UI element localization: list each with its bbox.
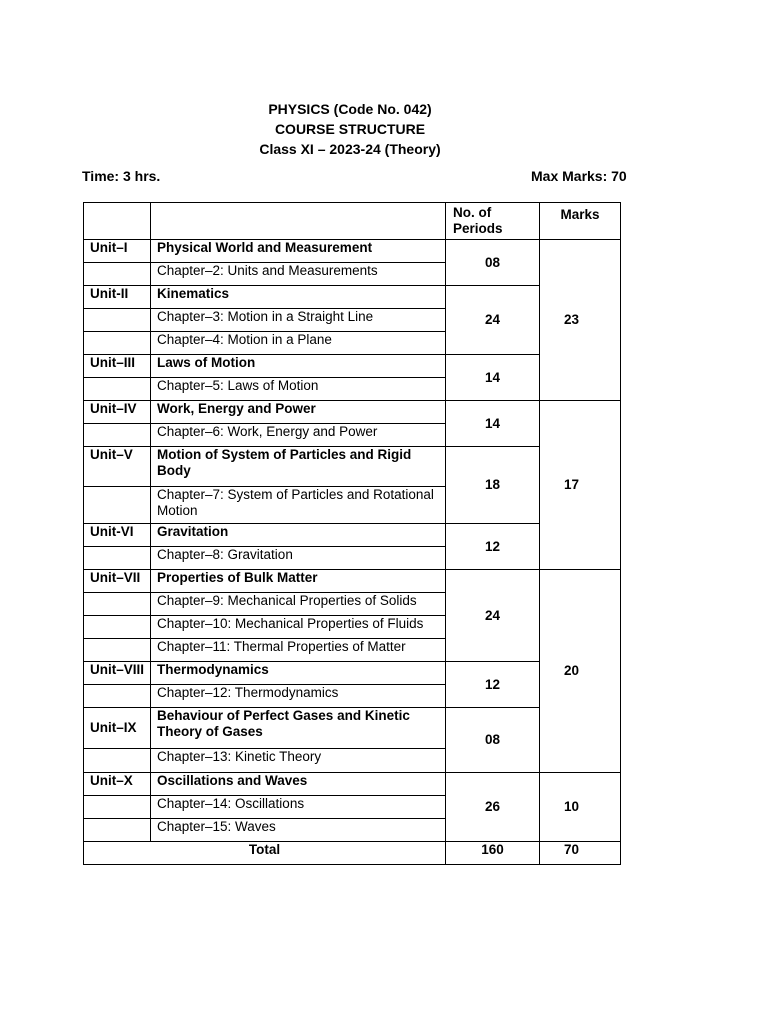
periods-cell: 12	[446, 524, 540, 570]
unit-title: Kinematics	[151, 286, 446, 309]
chapter-title: Chapter–10: Mechanical Properties of Fluids	[151, 616, 446, 639]
unit-label	[84, 487, 151, 524]
table-row	[84, 401, 621, 424]
unit-label: Unit–I	[84, 240, 151, 263]
unit-title: Laws of Motion	[151, 355, 446, 378]
unit-title: Behaviour of Perfect Gases and Kinetic Theory of Gases	[151, 708, 446, 749]
unit-title: Oscillations and Waves	[151, 773, 446, 796]
unit-label	[84, 685, 151, 708]
unit-label	[84, 332, 151, 355]
unit-title: Properties of Bulk Matter	[151, 570, 446, 593]
header-cell-content	[151, 203, 446, 240]
chapter-title: Chapter–15: Waves	[151, 819, 446, 842]
table-row	[84, 240, 621, 263]
chapter-title: Chapter–9: Mechanical Properties of Solids	[151, 593, 446, 616]
chapter-title: Chapter–5: Laws of Motion	[151, 378, 446, 401]
unit-title: Physical World and Measurement	[151, 240, 446, 263]
periods-cell: 14	[446, 401, 540, 447]
periods-cell: 24	[446, 286, 540, 355]
marks-cell: 23	[540, 240, 621, 401]
chapter-title: Chapter–2: Units and Measurements	[151, 263, 446, 286]
periods-cell: 12	[446, 662, 540, 708]
unit-label: Unit-VI	[84, 524, 151, 547]
class-session: Class XI – 2023-24 (Theory)	[259, 141, 441, 157]
unit-label	[84, 616, 151, 639]
max-marks: Max Marks: 70	[531, 168, 627, 184]
marks-cell: 20	[540, 570, 621, 773]
unit-label	[84, 749, 151, 773]
periods-cell: 14	[446, 355, 540, 401]
table-row	[84, 570, 621, 593]
header-cell-unit	[84, 203, 151, 240]
total-periods: 160	[446, 842, 540, 865]
unit-label	[84, 639, 151, 662]
chapter-title: Chapter–4: Motion in a Plane	[151, 332, 446, 355]
periods-cell: 18	[446, 447, 540, 524]
unit-title: Work, Energy and Power	[151, 401, 446, 424]
unit-title: Motion of System of Particles and Rigid Body	[151, 447, 446, 487]
chapter-title: Chapter–7: System of Particles and Rotational Motion	[151, 487, 446, 524]
unit-label	[84, 593, 151, 616]
unit-label	[84, 263, 151, 286]
chapter-title: Chapter–13: Kinetic Theory	[151, 749, 446, 773]
unit-title: Gravitation	[151, 524, 446, 547]
header-periods: No. of Periods	[446, 203, 540, 240]
unit-label: Unit-II	[84, 286, 151, 309]
total-label: Total	[84, 842, 446, 865]
table-row	[84, 773, 621, 796]
marks-cell: 17	[540, 401, 621, 570]
chapter-title: Chapter–11: Thermal Properties of Matter	[151, 639, 446, 662]
exam-time: Time: 3 hrs.	[82, 168, 161, 184]
periods-cell: 24	[446, 570, 540, 662]
unit-label: Unit–VII	[84, 570, 151, 593]
unit-label: Unit–X	[84, 773, 151, 796]
chapter-title: Chapter–3: Motion in a Straight Line	[151, 309, 446, 332]
marks-cell: 10	[540, 773, 621, 842]
unit-label: Unit–V	[84, 447, 151, 487]
table-header-row	[84, 203, 621, 240]
periods-cell: 26	[446, 773, 540, 842]
chapter-title: Chapter–14: Oscillations	[151, 796, 446, 819]
unit-label	[84, 819, 151, 842]
document-subtitle: COURSE STRUCTURE	[274, 121, 426, 137]
unit-label	[84, 378, 151, 401]
unit-label: Unit–VIII	[84, 662, 151, 685]
unit-label: Unit–IX	[84, 708, 151, 749]
total-row	[84, 842, 621, 865]
document-title: PHYSICS (Code No. 042)	[268, 101, 432, 117]
periods-cell: 08	[446, 240, 540, 286]
chapter-title: Chapter–6: Work, Energy and Power	[151, 424, 446, 447]
total-marks: 70	[540, 842, 621, 865]
course-structure-table	[83, 202, 621, 865]
unit-label: Unit–IV	[84, 401, 151, 424]
periods-cell: 08	[446, 708, 540, 773]
chapter-title: Chapter–8: Gravitation	[151, 547, 446, 570]
unit-title: Thermodynamics	[151, 662, 446, 685]
unit-label	[84, 424, 151, 447]
unit-label	[84, 309, 151, 332]
unit-label: Unit–III	[84, 355, 151, 378]
unit-label	[84, 547, 151, 570]
chapter-title: Chapter–12: Thermodynamics	[151, 685, 446, 708]
unit-label	[84, 796, 151, 819]
header-marks: Marks	[540, 203, 621, 240]
